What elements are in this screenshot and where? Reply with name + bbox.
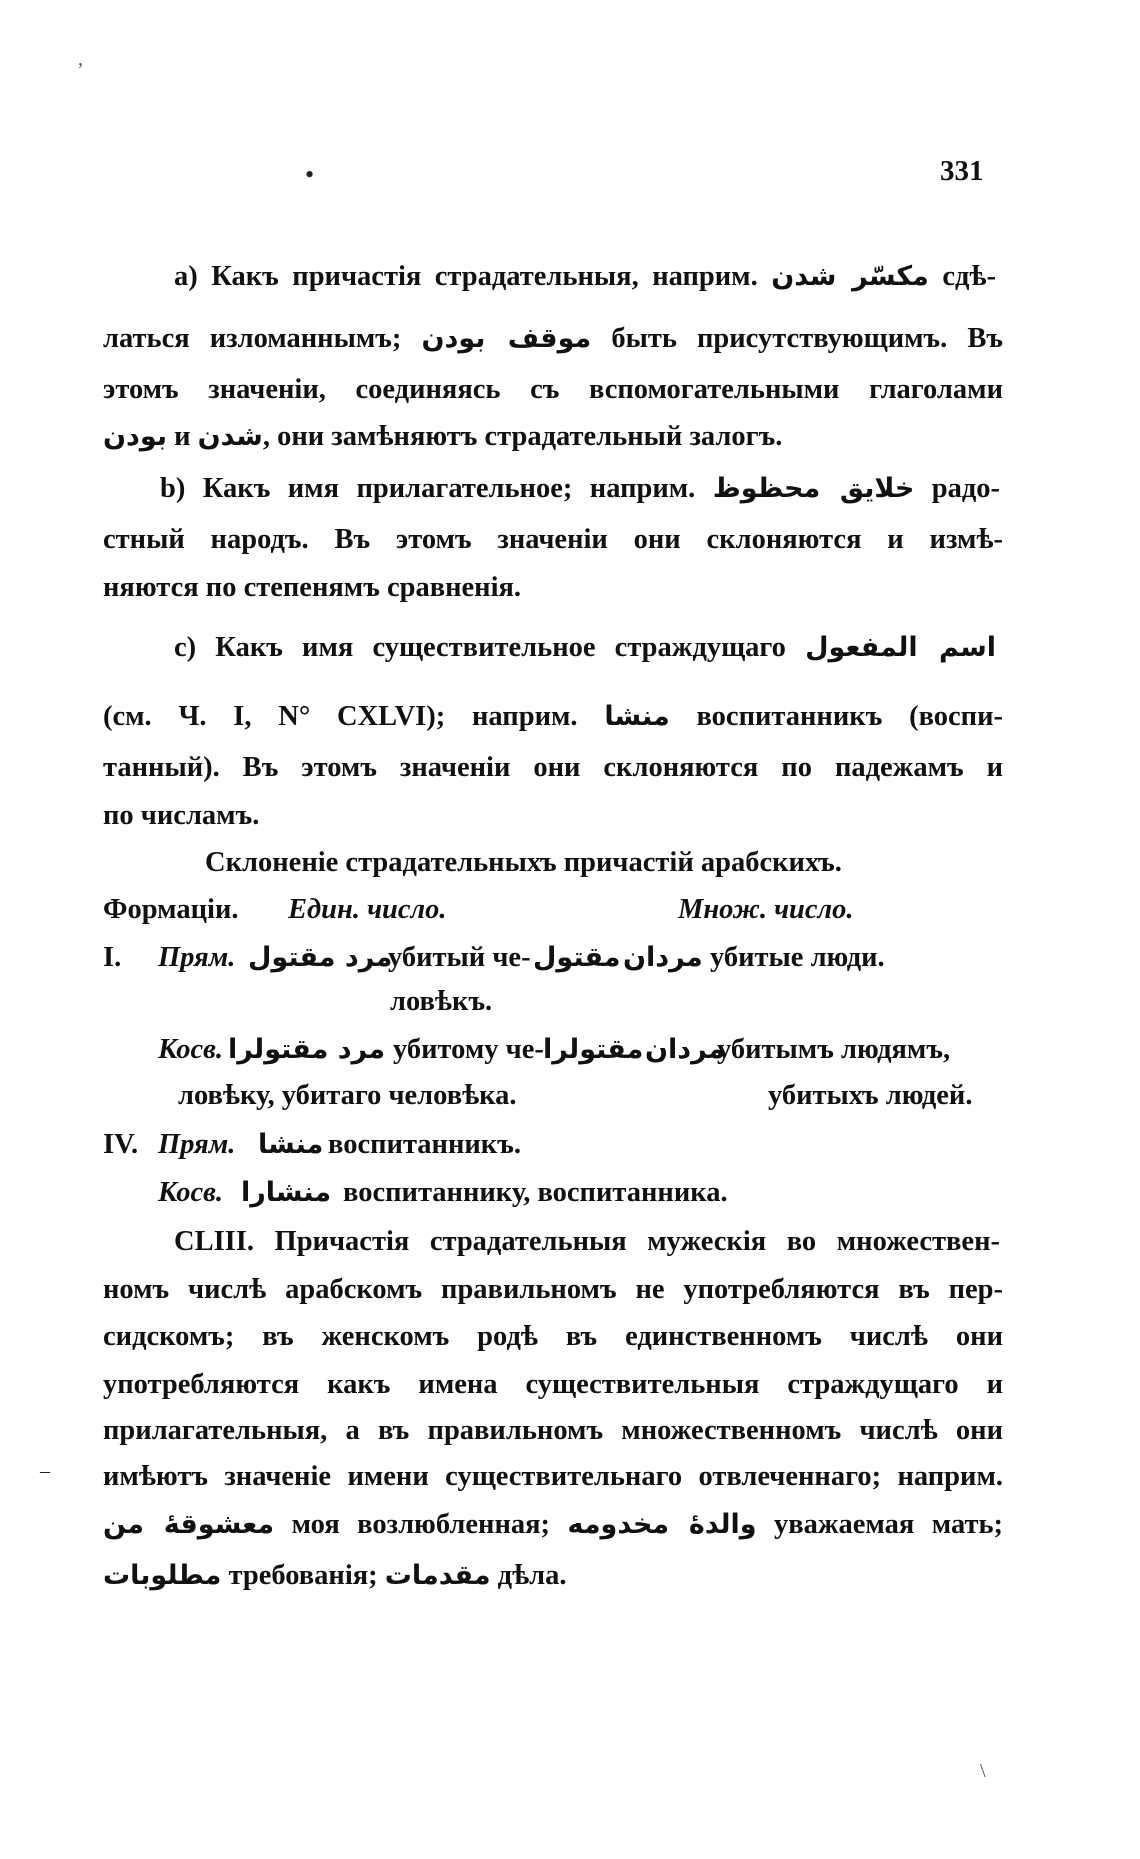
table-header-row bbox=[103, 891, 1003, 929]
arabic-word: والدهٔ مخدومه bbox=[567, 1509, 757, 1540]
text-run: сдѣ- bbox=[942, 261, 996, 292]
arabic-word: مردان bbox=[623, 942, 703, 973]
text-line bbox=[103, 1557, 1003, 1595]
arabic-word: مقتولرا bbox=[543, 1034, 644, 1065]
text-run: воспитаннику, воспитанника. bbox=[343, 1177, 728, 1208]
scan-speck: – bbox=[40, 1460, 50, 1482]
text-line bbox=[103, 1412, 1003, 1450]
text-run: стный народъ. Въ этомъ значеніи они склоняются и измѣ- bbox=[103, 524, 1003, 555]
text-line bbox=[103, 1271, 1003, 1309]
text-run: быть присутствующимъ. Въ bbox=[611, 323, 1003, 354]
text-line bbox=[103, 418, 1003, 456]
arabic-word: منشا bbox=[258, 1129, 324, 1160]
text-run: прилагательныя, а въ правильномъ множественномъ числѣ они bbox=[103, 1415, 1003, 1446]
text-run: и bbox=[174, 421, 191, 452]
table-row bbox=[103, 1126, 1003, 1164]
arabic-word: مکسّر شدن bbox=[771, 261, 929, 292]
text-run: номъ числѣ арабскомъ правильномъ не употребляются въ пер- bbox=[103, 1274, 1003, 1305]
case-label: Косв. bbox=[158, 1034, 224, 1065]
arabic-word: معشوقهٔ من bbox=[103, 1509, 275, 1540]
text-line bbox=[103, 1366, 1003, 1404]
text-line bbox=[174, 258, 996, 296]
text-run: а) Какъ причастія страдательныя, наприм. bbox=[174, 261, 758, 292]
table-row bbox=[103, 1174, 1003, 1212]
text-run: ловѣкъ. bbox=[390, 986, 493, 1017]
text-run: радо- bbox=[931, 473, 1000, 504]
text-run: имѣютъ значеніе имени существительнаго отвлеченнаго; наприм. bbox=[103, 1461, 1003, 1492]
col-header-singular: Един. число. bbox=[288, 894, 447, 925]
scan-speck: • bbox=[305, 160, 315, 189]
arabic-word: شدن bbox=[197, 421, 263, 452]
table-row bbox=[390, 983, 690, 1021]
text-line bbox=[174, 629, 996, 667]
arabic-word: مطلوبات bbox=[103, 1560, 222, 1591]
arabic-word: منشارا bbox=[241, 1177, 332, 1208]
case-label: Прям. bbox=[158, 942, 236, 973]
text-line bbox=[103, 698, 1003, 736]
text-run: дѣла. bbox=[497, 1560, 567, 1591]
arabic-word: مردان bbox=[645, 1034, 725, 1065]
case-label: Косв. bbox=[158, 1177, 224, 1208]
text-run: (см. Ч. I, N° CXLVI); наприм. bbox=[103, 701, 578, 732]
scan-speck: , bbox=[78, 48, 83, 70]
arabic-word: اسم المفعول bbox=[805, 632, 996, 663]
text-line bbox=[103, 320, 1003, 358]
case-label: Прям. bbox=[158, 1129, 236, 1160]
text-line bbox=[103, 521, 1003, 559]
text-line bbox=[103, 1458, 1003, 1496]
text-run: убитымъ людямъ, bbox=[717, 1034, 951, 1065]
text-run: по числамъ. bbox=[103, 800, 260, 831]
text-run: убитый че- bbox=[388, 942, 531, 973]
text-line bbox=[160, 470, 1000, 508]
text-line bbox=[174, 1223, 1000, 1261]
arabic-word: خلایق محظوظ bbox=[712, 473, 915, 504]
formation-number: I. bbox=[103, 942, 122, 973]
arabic-word: منشا bbox=[604, 701, 670, 732]
text-run: воспитанникъ (воспи- bbox=[696, 701, 1003, 732]
arabic-word: مرد مقتولرا bbox=[228, 1034, 386, 1065]
text-run: c) Какъ имя существительное страждущаго bbox=[174, 632, 786, 663]
col-header-formation: Формаціи. bbox=[103, 894, 239, 925]
text-run: убитые люди. bbox=[710, 942, 885, 973]
text-line bbox=[103, 1318, 1003, 1356]
text-run: Склоненіе страдательныхъ причастій арабскихъ. bbox=[205, 847, 842, 878]
text-run: убитыхъ людей. bbox=[768, 1080, 973, 1111]
text-line bbox=[103, 749, 1003, 787]
col-header-plural: Множ. число. bbox=[678, 894, 854, 925]
table-row bbox=[103, 1031, 1003, 1069]
text-run: латься изломаннымъ; bbox=[103, 323, 402, 354]
text-run: этомъ значеніи, соединяясь съ вспомогательными глаголами bbox=[103, 374, 1003, 405]
text-run: воспитанникъ. bbox=[328, 1129, 521, 1160]
text-run: требованія; bbox=[228, 1560, 378, 1591]
text-line bbox=[103, 371, 1003, 409]
text-run: уважаемая мать; bbox=[773, 1509, 1003, 1540]
text-run: сидскомъ; въ женскомъ родѣ въ единственномъ числѣ они bbox=[103, 1321, 1003, 1352]
formation-number: IV. bbox=[103, 1129, 139, 1160]
text-line bbox=[103, 569, 1003, 607]
text-run: убитому че- bbox=[393, 1034, 544, 1065]
arabic-word: مرد مقتول bbox=[248, 942, 393, 973]
table-row bbox=[103, 1077, 1003, 1115]
arabic-word: مقتول bbox=[533, 942, 621, 973]
text-run: танный). Въ этомъ значеніи они склоняются по падежамъ и bbox=[103, 752, 1003, 783]
text-run: моя возлюбленная; bbox=[291, 1509, 551, 1540]
arabic-word: موقف بودن bbox=[421, 323, 592, 354]
text-run: b) Какъ имя прилагательное; наприм. bbox=[160, 473, 696, 504]
text-line bbox=[103, 797, 1003, 835]
arabic-word: بودن bbox=[103, 421, 167, 452]
scan-speck: \ bbox=[980, 1760, 986, 1782]
text-run: , они замѣняютъ страдательный залогъ. bbox=[262, 421, 783, 452]
page-number: 331 bbox=[940, 155, 984, 187]
table-row bbox=[103, 939, 1003, 977]
section-heading bbox=[205, 844, 925, 882]
text-run: употребляются какъ имена существительныя страждущаго и bbox=[103, 1369, 1003, 1400]
text-run: CLIII. Причастія страдательныя мужескія во множествен- bbox=[174, 1226, 1000, 1257]
text-line bbox=[103, 1506, 1003, 1544]
arabic-word: مقدمات bbox=[384, 1560, 491, 1591]
text-run: ловѣку, убитаго человѣка. bbox=[178, 1080, 517, 1111]
text-run: няются по степенямъ сравненія. bbox=[103, 572, 522, 603]
